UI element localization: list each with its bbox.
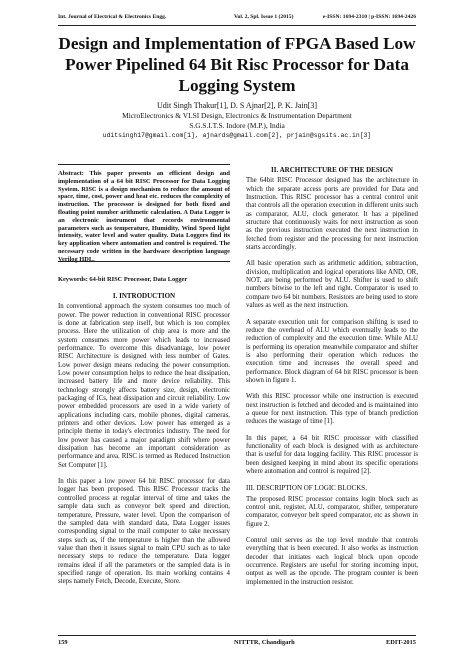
section-heading-introduction: I. INTRODUCTION [112,291,176,300]
author-block [40,101,434,141]
header-rule [58,25,416,26]
footer-rule [58,635,416,636]
arch-paragraph-2: All basic operation such as arithmetic addition, subtraction, division, multiplication and logical operations like AND, OR, NOT, are being performed by ALU. Shifter is used to shift numbers bitwise to the left and right. Comparator is used to compare two 64 bit numbers. Resistors are being used to store values as well as the next instruction. [246,260,418,310]
volume-info: Vol. 2, Spl. Issue 1 (2015) [234,14,294,20]
logic-paragraph-1: The proposed RISC processor contains login block such as control unit, register, ALU, comparator, shifter, temperature comparator, conveyor belt speed comparator, etc as shown in figure 2. [246,495,418,528]
author-names: Udit Singh Thakur[1], D. S Ajnar[2], P. K. Jain[3] [156,101,318,110]
arch-paragraph-1: The 64bit RISC Processor designed has the architecture in which the separate access ports are provided for Data and Instruction. This RISC processor has a central control unit that controls all the operation execution in different units such as comparator, ALU, clock generator. It has a pipelined structure that continuously waits for next instruction as soon as the previous instruction executed the next instruction in fetched from register and the processing for next instruction starts accordingly. [246,177,418,252]
journal-name: Int. Journal of Electrical & Electronics Engg. [58,14,167,20]
author-emails: uditsingh17@gmail.com[1], ajnards@gmail.com[2], prjain@sgsits.ac.in[3] [102,132,372,139]
running-footer [58,639,416,649]
right-column [246,164,418,587]
paper-title: Design and Implementation of FPGA Based Low Power Pipelined 64 Bit Risc Processor for Data Logging System [58,34,416,95]
arch-paragraph-4: With this RISC processor while one instruction is executed next instruction is fetched and decoded and is maintained into a queue for next instruction. This type of branch prediction reduces the wastage of time [1]. [246,393,418,426]
page-number: 159 [58,639,68,646]
edition: EDIT-2015 [386,639,416,646]
arch-paragraph-5: In this paper, a 64 bit RISC processor with classified functionality of each block is designed with as architecture that is useful for data logging facility. This RISC processor is been designed keeping in mind about its specific operations where automation and control is required [2]. [246,434,418,475]
arch-paragraph-3: A separate execution unit for comparison shifting is used to reduce the overhead of ALU which eventually leads to the reduction of complexity and the execution time. While ALU is performing its operation meanwhile comparator and shifter is also performing their operation which reduces the execution time and increases the overall speed and performance. Block diagram of 64 bit RISC processor is been shown in figure 1. [246,318,418,384]
affiliation-line-2: S.G.S.I.T.S. Indore (M.P.), India [189,121,285,130]
abstract: Abstract: This paper presents an efficient design and implementation of a 64 bit RISC Processor for Data Logging System. RISC is a design mechanism to reduce the amount of space, time, cost, power and heat etc. reduces the complexity of instruction. The processor is designed for both fixed and floating point number arithmetic calculation. A Data Logger is an electronic instrument that records environmental parameters such as temperature, Humidity, Wind Speed light intensity, water level and water quality. Data Loggers find its key application where automation and control is required. The necessary code written in the hardware description language Verilog HDL. [58,170,230,263]
affiliation-line-1: MicroElectronics & VLSI Design, Electronics & Instrumentation Department [122,111,352,120]
intro-paragraph-2: In this paper a low power 64 bit RISC processor for data logger has been proposed. This RISC Processor tracks the controlled process at regular interval of time and takes the sample data such as conveyor belt speed and direction, temperature, Pressure, water level. Upon the comparison of the sampled data with standard data, Data Logger issues corresponding signal to the mail computer to take necessary steps such as, if the temperature is higher than the allowed value than then it issues signal to main CPU such as to take necessary steps to reduce the temperature. Data logger remains ideal if all the parameters or the sampled data is in specified range of operation. Its main working contains 4 steps namely Fetch, Decode, Execute, Store. [58,478,230,586]
issn-info: e-ISSN: 1694-2310 | p-ISSN: 1694-2426 [322,14,416,20]
keywords: Keywords: 64-bit RISC Processor, Data Logger [58,275,188,283]
logic-paragraph-2: Control unit serves as the top level module that controls everything that is been executed. It also works as instruction decoder that initiates each logical block upon opcode occurrence. Registers are useful for storing incoming input, output as well as the opcode. The program counter is been implemented in the instruction resistor. [246,537,418,586]
publisher: NITTTR, Chandigarh [234,639,295,646]
section-heading-logic-blocks: III. DESCRIPTION OF LOGIC BLOCKS. [246,484,367,493]
section-heading-architecture: II. ARCHITECTURE OF THE DESIGN [271,166,393,174]
left-column [58,164,230,587]
intro-paragraph-1: In conventional approach the system consumes too much of power. The power reduction in conventional RISC processor is done at fabrication step itself, but which is too complex process. Here the utilization of chip area is more and the system consumes more power which leads to increased performance. To overcome this disadvantage, low power RISC Architecture is designed with less number of Gates. Low power design means reducing the power consumption. Low power consumption helps to reduce the heat dissipation, increased battery life and more device reliability. This technology strongly affects battery size, design, electronic packaging of ICs, heat dissipation and circuit reliability. Low power embedded processors are used in a wide variety of applications including cars, mobile phones, digital cameras, printers and other devices. Low power has emerged as a principle theme in today's electronics industry. The need for low power has caused a major paradigm shift where power dissipation has become an important consideration as performance and area. RISC is termed as Reduced Instruction Set Computer [1]. [58,303,230,469]
